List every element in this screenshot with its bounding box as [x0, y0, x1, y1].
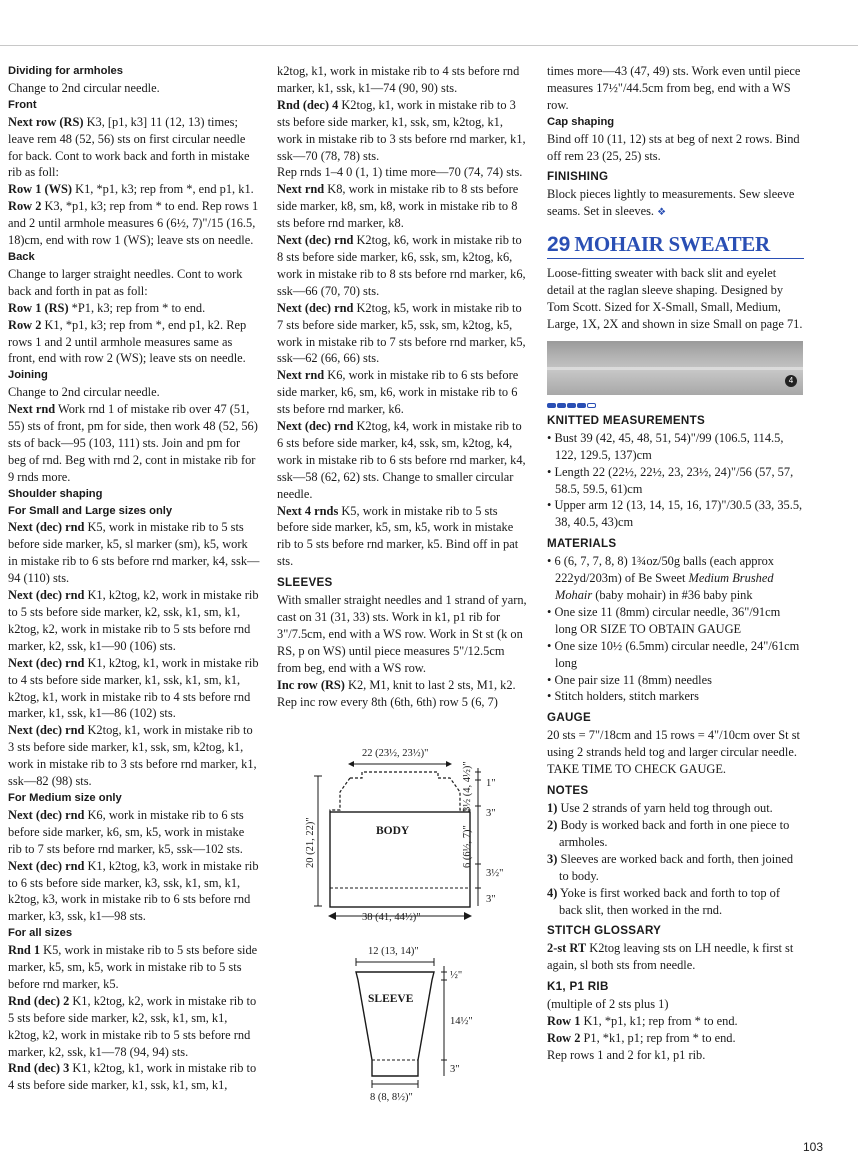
instruction-text: K3, *p1, k3; rep from * to end. Rep rows 1 and 2 until armhole measures 6 (6½, 7)"/15 (16.5, 18)cm, end with row 1 (WS); leave sts on needle. — [8, 199, 259, 248]
header-rule — [0, 45, 858, 46]
measurement-item: • Length 22 (22½, 22½, 23, 23½, 24)"/56 (57, 57, 58.5, 59.5, 61)cm — [547, 464, 794, 496]
sleeve-measure-2: 14½" — [450, 1016, 473, 1027]
instruction-paragraph — [8, 858, 260, 926]
instruction-paragraph — [8, 519, 260, 587]
instruction-lead: Row 1 (WS) — [8, 182, 73, 197]
column-1 — [8, 63, 260, 1094]
instruction-paragraph — [8, 401, 260, 486]
instruction-paragraph — [277, 367, 530, 418]
body-bottom-width: 38 (41, 44½)" — [362, 912, 421, 923]
skill-bar — [577, 403, 586, 408]
finishing-heading: FINISHING — [547, 170, 609, 184]
rib-repeat: Rep rows 1 and 2 for k1, p1 rib. — [547, 1047, 706, 1062]
glossary-heading: STITCH GLOSSARY — [547, 924, 662, 938]
sleeve-label: SLEEVE — [368, 993, 414, 1005]
instruction-text: K2tog, k6, work in mistake rib to 8 sts before side marker, k6, ssk, sm, k2tog, k6, work in mistake rib to 8 sts before rnd marker, k6, ssk—66 (70, 70) sts. — [277, 233, 526, 298]
section-heading: For Medium size only — [8, 791, 122, 804]
yarn-swatch-image — [547, 341, 803, 395]
sleeve-measure-1: ½" — [450, 970, 463, 981]
column-2 — [277, 63, 530, 711]
instruction-paragraph — [277, 503, 530, 571]
instruction-paragraph — [8, 198, 260, 249]
pattern-name: MOHAIR SWEATER — [574, 232, 770, 257]
instruction-text: K1, k2tog, k1, work in mistake rib to 4 sts before side marker, k1, ssk, k1, sm, k1, — [8, 1061, 257, 1093]
pattern-title — [547, 232, 804, 257]
instruction-lead: Inc row (RS) — [277, 677, 345, 692]
instruction-lead: Next rnd — [277, 368, 325, 383]
body-measure-4: 3" — [486, 894, 496, 905]
instruction-lead: Next (dec) rnd — [8, 520, 85, 535]
instruction-lead: Rnd (dec) 4 — [277, 97, 339, 112]
instruction-paragraph — [277, 164, 530, 181]
gauge-heading: GAUGE — [547, 711, 592, 725]
instruction-text: *P1, k3; rep from * to end. — [68, 300, 206, 315]
skill-bar — [557, 403, 566, 408]
instruction-text: Work rnd 1 of mistake rib over 47 (51, 55) sts of front, pm for side, then work 48 (52, 56) sts of back—95 (103, 111) sts. Join and pm for beg of rnd. Beg with rnd 2, cont in mistake rib for 9 rnds more. — [8, 402, 258, 484]
page-number: 103 — [803, 1140, 824, 1154]
instruction-paragraph — [8, 655, 260, 723]
instruction-text: Change to larger straight needles. Cont to work back and forth in pat as foll: — [8, 266, 243, 298]
pattern-description: Loose-fitting sweater with back slit and eyelet detail at the raglan sleeve shaping. Designed by Tom Scott. Sized for X-Small, Small, Medium, Large, 1X, 2X and shown in size Small on page 71. — [547, 266, 803, 331]
instruction-paragraph — [8, 317, 260, 368]
instruction-paragraph — [277, 677, 530, 711]
skill-bar — [547, 403, 556, 408]
instruction-text: K2tog, k1, work in mistake rib to 3 sts before side marker, k1, ssk, sm, k2tog, k1, work in mistake rib to 3 sts before rnd marker, k1, ssk—82 (98) sts. — [8, 723, 257, 789]
instruction-lead: Next (dec) rnd — [8, 723, 85, 738]
instruction-paragraph — [277, 418, 530, 503]
section-heading: Joining — [8, 369, 48, 382]
end-diamond-icon: ❖ — [657, 207, 667, 219]
column-3 — [547, 63, 804, 1064]
materials-heading: MATERIALS — [547, 537, 617, 551]
body-measure-3: 3½" — [486, 868, 504, 879]
body-measure-1: 1" — [486, 778, 496, 789]
instruction-text: K8, work in mistake rib to 8 sts before side marker, k8, sm, k8, work in mistake rib to 8 sts before rnd marker, k8. — [277, 182, 519, 231]
gauge-text: 20 sts = 7"/18cm and 15 rows = 4"/10cm over St st using 2 strands held tog and larger circular needle. — [547, 728, 800, 760]
instruction-lead: Rnd 1 — [8, 943, 41, 958]
instruction-text: K2, M1, knit to last 2 sts, M1, k2. Rep inc row every 8th (6th, 6th) row 5 (6, 7) — [277, 677, 516, 709]
notes-heading: NOTES — [547, 784, 589, 798]
instruction-paragraph — [8, 993, 260, 1061]
instruction-paragraph — [8, 266, 260, 300]
instruction-text: K3, [p1, k3] 11 (12, 13) times; leave rem 48 (52, 56) sts on first circular needle for back. Cont to work back and forth in mistake rib as foll: — [8, 114, 250, 180]
note-item: 4) Yoke is first worked back and forth to top of back slit, then worked in the rnd. — [547, 885, 780, 917]
instruction-lead: Next row (RS) — [8, 114, 84, 129]
skill-bar — [567, 403, 576, 408]
instruction-lead: Rnd (dec) 3 — [8, 1061, 70, 1076]
skill-bar — [587, 403, 596, 408]
yarn-weight-icon: 4 — [785, 375, 797, 387]
sleeve-top-width: 12 (13, 14)" — [368, 946, 419, 957]
rib-row-1: Row 1 K1, *p1, k1; rep from * to end. — [547, 1014, 738, 1029]
instruction-lead: Row 2 — [8, 317, 42, 332]
materials-list — [547, 553, 804, 705]
cap-shaping-heading: Cap shaping — [547, 115, 615, 128]
glossary-entry: 2-st RT K2tog leaving sts on LH needle, k first st again, sl both sts from needle. — [547, 941, 794, 973]
material-item: • Stitch holders, stitch markers — [547, 689, 699, 704]
section-heading: Back — [8, 250, 35, 263]
section-heading: For all sizes — [8, 927, 73, 940]
finishing-text: Block pieces lightly to measurements. Sew sleeve seams. Set in sleeves. ❖ — [547, 187, 795, 219]
instruction-paragraph — [277, 181, 530, 232]
body-label: BODY — [376, 825, 410, 837]
material-item: • One size 10½ (6.5mm) circular needle, 24"/61cm long — [547, 638, 800, 670]
pattern-number: 29 — [547, 233, 571, 257]
body-measure-2: 3" — [486, 808, 496, 819]
measurement-item: • Upper arm 12 (13, 14, 15, 16, 17)"/30.5 (33, 35.5, 38, 40.5, 43)cm — [547, 498, 803, 530]
measurement-item: • Bust 39 (42, 45, 48, 51, 54)"/99 (106.5, 114.5, 122, 129.5, 137)cm — [547, 430, 784, 462]
rib-row-2: Row 2 P1, *k1, p1; rep from * to end. — [547, 1031, 736, 1046]
schematic-svg — [300, 740, 530, 1160]
instruction-lead: Next (dec) rnd — [8, 588, 85, 603]
section-heading: Dividing for armholes — [8, 65, 123, 77]
sleeve-measure-3: 3" — [450, 1064, 460, 1075]
instruction-text: Rep rnds 1–4 0 (1, 1) time more—70 (74, 74) sts. — [277, 165, 523, 180]
sleeve-bottom-width: 8 (8, 8½)" — [370, 1092, 413, 1103]
instruction-text: K1, k2tog, k3, work in mistake rib to 6 sts before side marker, k3, ssk, k1, sm, k1, k2tog, k3, work in mistake rib to 6 sts before rnd marker, k3, ssk, k1—98 sts. — [8, 858, 259, 924]
instruction-text: k2tog, k1, work in mistake rib to 4 sts before rnd marker, k1, ssk, k1—74 (90, 90) sts. — [277, 64, 520, 95]
instruction-paragraph — [8, 114, 260, 182]
schematic-diagram — [300, 740, 530, 1160]
gauge-check: TAKE TIME TO CHECK GAUGE. — [547, 762, 727, 777]
instruction-paragraph — [277, 300, 530, 368]
instruction-lead: Row 2 — [8, 199, 42, 214]
instruction-paragraph — [8, 807, 260, 858]
section-heading: Front — [8, 98, 37, 111]
instruction-paragraph — [8, 1060, 260, 1094]
skill-level-icon — [547, 403, 804, 408]
instruction-lead: Next rnd — [277, 182, 325, 197]
sleeve-continued-text: times more—43 (47, 49) sts. Work even until piece measures 17½"/44.5cm from beg, end with a WS row. — [547, 64, 801, 112]
body-length: 20 (21, 22)" — [305, 817, 316, 868]
material-item: • 6 (6, 7, 7, 8, 8) 1¾oz/50g balls (each approx 222yd/203m) of Be Sweet Medium Brushed Mohair (baby mohair) in #36 baby pink — [547, 554, 774, 603]
armhole-depth: 3½ (4, 4½)" — [462, 761, 473, 812]
instruction-text: K2tog, k5, work in mistake rib to 7 sts before side marker, k5, ssk, sm, k2tog, k5, work in mistake rib to 7 sts before rnd marker, k5, ssk—62 (66, 66) sts. — [277, 300, 526, 366]
instruction-paragraph — [8, 942, 260, 993]
note-item: 2) Body is worked back and forth in one piece to armholes. — [547, 818, 790, 849]
instruction-lead: Next (dec) rnd — [8, 655, 85, 670]
measurements-heading: KNITTED MEASUREMENTS — [547, 413, 706, 427]
instruction-text: K1, *p1, k3; rep from *, end p1, k2. Rep rows 1 and 2 until armhole measures same as front, end with row 2 (WS); leave sts on needle. — [8, 317, 247, 366]
armhole-height: 6 (6½, 7)" — [462, 825, 473, 868]
instruction-lead: Next 4 rnds — [277, 503, 339, 518]
note-item: 1) Use 2 strands of yarn held tog through out. — [547, 801, 773, 816]
instruction-text: Change to 2nd circular needle. — [8, 80, 160, 95]
rib-multiple: (multiple of 2 sts plus 1) — [547, 997, 669, 1012]
instruction-lead: Next rnd — [8, 402, 56, 417]
instruction-paragraph — [277, 63, 530, 97]
instruction-text: K5, work in mistake rib to 5 sts before side marker, k5, sl marker (sm), k5, work in mistake rib to 6 sts before rnd marker, k4, ssk—94 (110) sts. — [8, 520, 260, 586]
instruction-lead: Next (dec) rnd — [8, 807, 85, 822]
instruction-text: K6, work in mistake rib to 6 sts before side marker, k6, sm, k6, work in mistake rib to 6 sts before rnd marker, k6. — [277, 368, 519, 417]
instruction-text: K6, work in mistake rib to 6 sts before side marker, k6, sm, k5, work in mistake rib to 7 sts before rnd marker, k5, ssk—102 sts. — [8, 807, 245, 856]
note-item: 3) Sleeves are worked back and forth, then joined to body. — [547, 851, 794, 883]
rib-heading: K1, P1 RIB — [547, 980, 609, 994]
instruction-lead: Next (dec) rnd — [277, 233, 354, 248]
instruction-text: K2tog, k1, work in mistake rib to 3 sts before side marker, k1, ssk, sm, k2tog, k1, work in mistake rib to 3 sts before rnd marker, k1, ssk—70 (78, 78) sts. — [277, 97, 526, 163]
instruction-text: K1, *p1, k3; rep from *, end p1, k1. — [72, 182, 254, 197]
instruction-text: With smaller straight needles and 1 strand of yarn, cast on 31 (31, 33) sts. Work in k1, p1 rib for 3"/7.5cm, end with a WS row. Work in St st (k on RS, p on WS) until piece measures 5"/12.5cm from beg, end with a WS row. — [277, 593, 527, 675]
material-item: • One size 11 (8mm) circular needle, 36"/91cm long OR SIZE TO OBTAIN GAUGE — [547, 604, 781, 636]
title-rule — [547, 258, 804, 259]
material-item: • One pair size 11 (8mm) needles — [547, 672, 712, 687]
section-heading: Shoulder shaping — [8, 487, 103, 500]
instruction-text: K5, work in mistake rib to 5 sts before side marker, k5, sm, k5, work in mistake rib to 5 sts before rnd marker, k5. Bind off in pat sts. — [277, 503, 519, 569]
instruction-lead: Row 1 (RS) — [8, 300, 69, 315]
instruction-paragraph — [8, 384, 260, 401]
body-top-width: 22 (23½, 23½)" — [362, 748, 429, 759]
section-heading: SLEEVES — [277, 576, 333, 590]
instruction-text: K1, k2tog, k2, work in mistake rib to 5 sts before side marker, k2, ssk, k1, sm, k1, k2tog, k2, work in mistake rib to 5 sts before rnd marker, k2, ssk, k1—78 (94, 94) sts. — [8, 993, 257, 1059]
instruction-text: K2tog, k4, work in mistake rib to 6 sts before side marker, k4, ssk, sm, k2tog, k4, work in mistake rib to 6 sts before rnd marker, k4, ssk—58 (62, 62) sts. Change to smaller circular needle. — [277, 419, 526, 501]
notes-list — [547, 800, 804, 918]
instruction-text: K1, k2tog, k1, work in mistake rib to 4 sts before side marker, k1, ssk, k1, sm, k1, k2tog, k1, work in mistake rib to 4 sts before rnd marker, k1, ssk, k1—86 (102) sts. — [8, 655, 259, 721]
instruction-paragraph — [8, 80, 260, 97]
instruction-paragraph — [277, 592, 530, 677]
instruction-paragraph — [8, 181, 260, 198]
instruction-paragraph — [8, 587, 260, 655]
instruction-text: Change to 2nd circular needle. — [8, 385, 160, 400]
instruction-text: K5, work in mistake rib to 5 sts before side marker, k5, sm, k5, work in mistake rib to 5 sts before rnd marker, k5. — [8, 943, 258, 991]
measurements-list — [547, 430, 804, 531]
section-heading: For Small and Large sizes only — [8, 504, 173, 517]
instruction-lead: Next (dec) rnd — [277, 419, 354, 434]
instruction-paragraph — [8, 722, 260, 790]
instruction-lead: Rnd (dec) 2 — [8, 993, 70, 1008]
instruction-text: K1, k2tog, k2, work in mistake rib to 5 sts before side marker, k2, ssk, k1, sm, k1, k2tog, k2, work in mistake rib to 5 sts before rnd marker, k2, ssk, k1—90 (106) sts. — [8, 588, 259, 653]
instruction-lead: Next (dec) rnd — [8, 858, 85, 873]
instruction-paragraph — [277, 232, 530, 300]
instruction-paragraph — [8, 300, 260, 317]
instruction-paragraph — [277, 97, 530, 165]
cap-shaping-text: Bind off 10 (11, 12) sts at beg of next 2 rows. Bind off rem 23 (25, 25) sts. — [547, 131, 800, 163]
instruction-lead: Next (dec) rnd — [277, 300, 354, 315]
